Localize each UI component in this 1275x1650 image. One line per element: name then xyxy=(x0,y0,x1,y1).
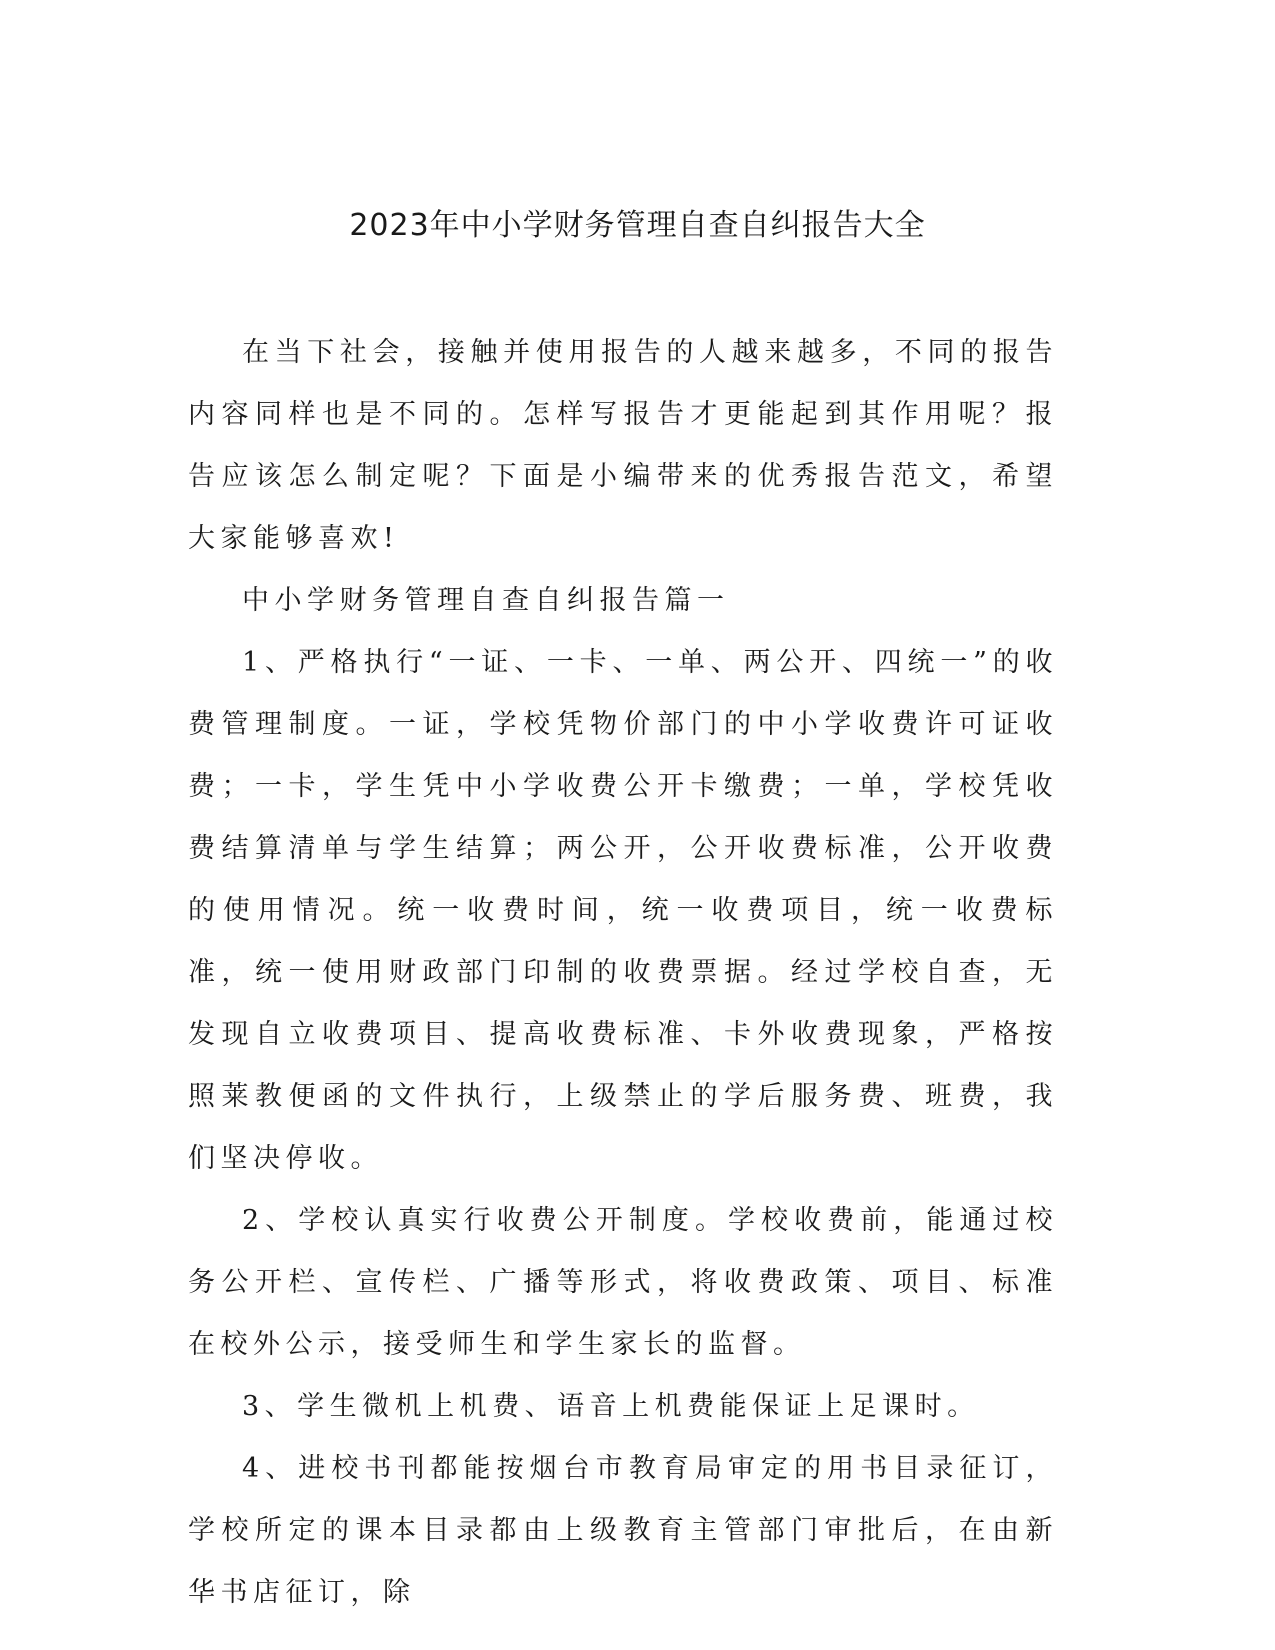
section-heading: 中小学财务管理自查自纠报告篇一 xyxy=(242,585,730,616)
body-paragraph-4: 4、进校书刊都能按烟台市教育局审定的用书目录征订，学校所定的课本目录都由上级教育主管部门审批后，在由新华书店征订，除 xyxy=(188,1453,1058,1608)
intro-paragraph: 在当下社会，接触并使用报告的人越来越多，不同的报告内容同样也是不同的。怎样写报告才更能起到其作用呢？报告应该怎么制定呢？下面是小编带来的优秀报告范文，希望大家能够喜欢! xyxy=(188,337,1058,554)
document-title: 2023年中小学财务管理自查自纠报告大全 xyxy=(349,208,926,243)
document-body xyxy=(188,322,1058,1624)
body-paragraph-2: 2、学校认真实行收费公开制度。学校收费前，能通过校务公开栏、宣传栏、广播等形式，将收费政策、项目、标准在校外公示，接受师生和学生家长的监督。 xyxy=(188,1205,1058,1360)
body-paragraph-3: 3、学生微机上机费、语音上机费能保证上足课时。 xyxy=(242,1391,980,1422)
body-paragraph-1: 1、严格执行“一证、一卡、一单、两公开、四统一”的收费管理制度。一证，学校凭物价部门的中小学收费许可证收费；一卡，学生凭中小学收费公开卡缴费；一单，学校凭收费结算清单与学生结算；两公开，公开收费标准，公开收费的使用情况。统一收费时间，统一收费项目，统一收费标准，统一使用财政部门印制的收费票据。经过学校自查，无发现自立收费项目、提高收费标准、卡外收费现象，严格按照莱教便函的文件执行，上级禁止的学后服务费、班费，我们坚决停收。 xyxy=(188,647,1058,1174)
